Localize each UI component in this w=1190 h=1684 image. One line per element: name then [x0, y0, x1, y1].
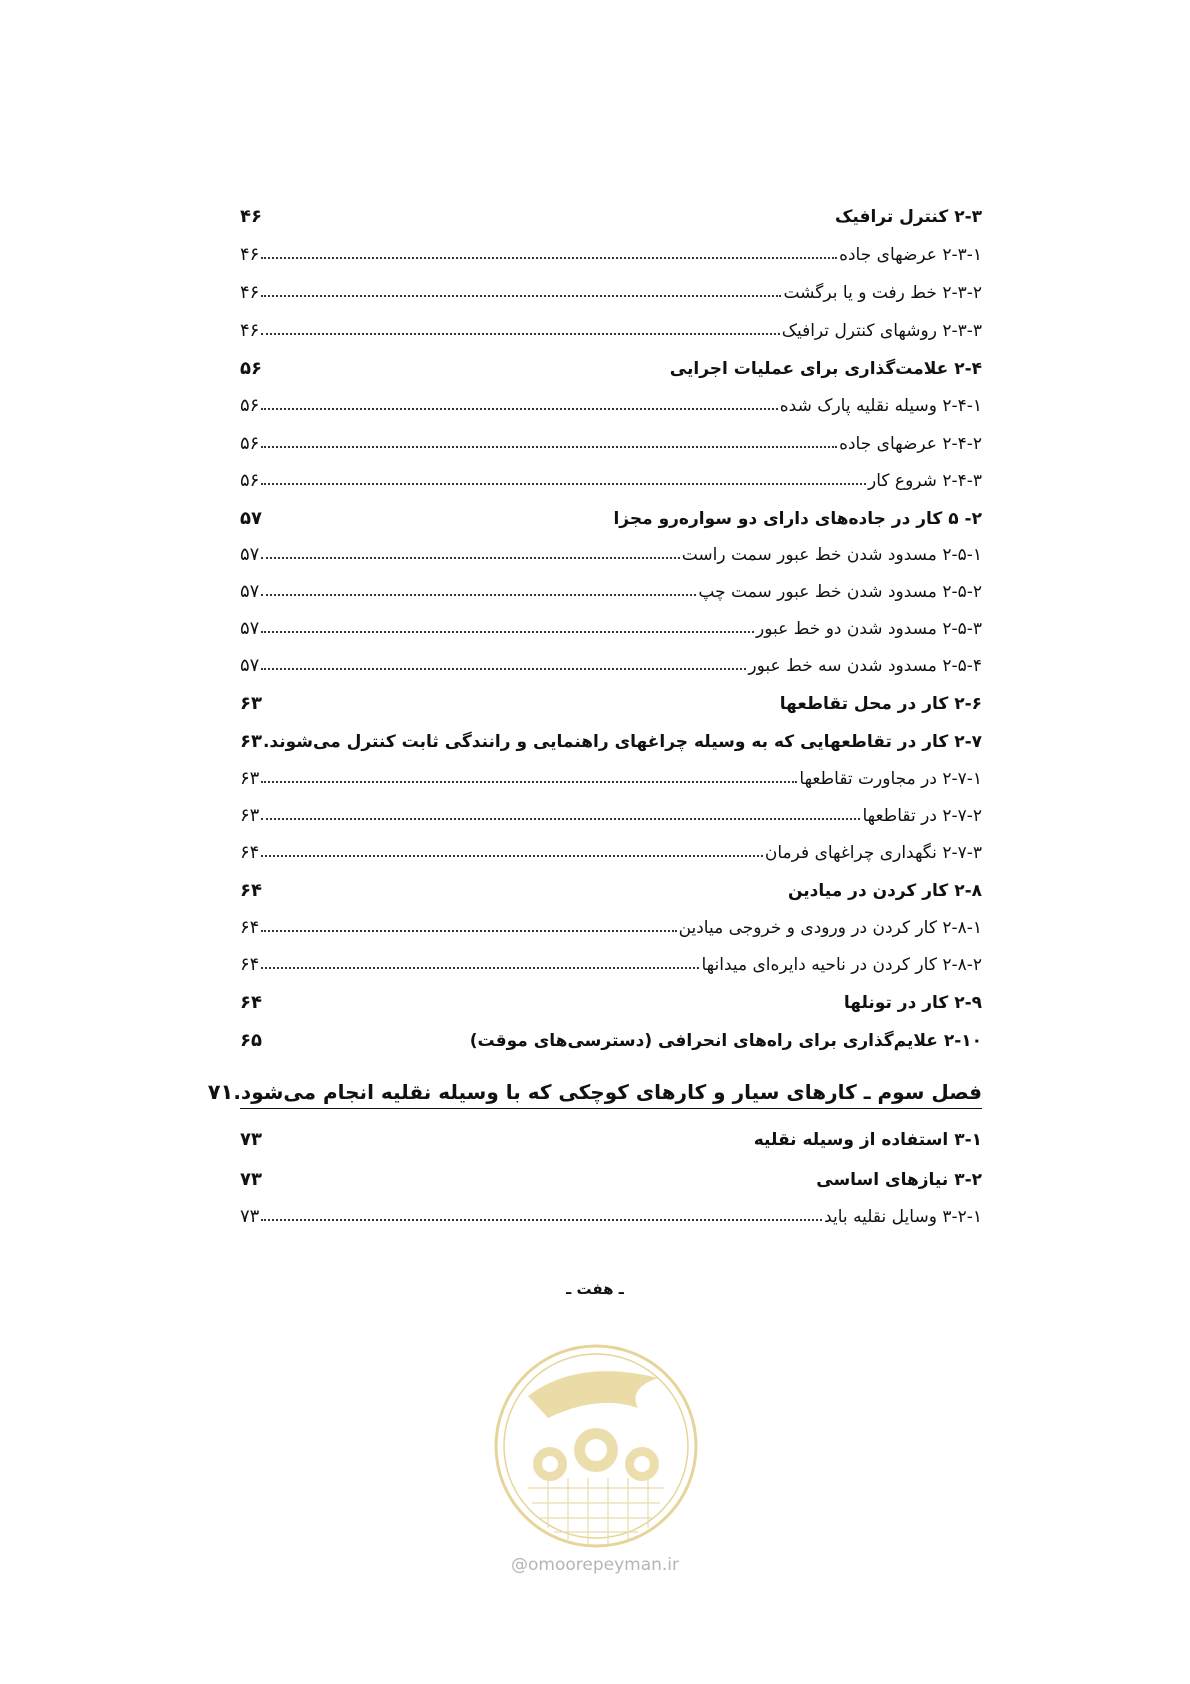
- toc-title: ۲-۵-۴ مسدود شدن سه خط عبور: [748, 656, 982, 676]
- toc-section: [240, 358, 982, 379]
- toc-title: ۲-۳ کنترل ترافیک: [834, 207, 982, 227]
- toc-page-number: ۵۷: [240, 544, 260, 565]
- toc-entry: [240, 244, 982, 265]
- toc-section: [240, 206, 982, 227]
- toc-title: ۲-۱۰ علایم‌گذاری برای راه‌های انحرافی (دسترسی‌های موقت): [469, 1031, 982, 1051]
- toc-page-number: ۶۳: [240, 805, 260, 826]
- toc-title: ۲-۸ کار کردن در میادین: [787, 881, 982, 901]
- toc-page-number: ۵۶: [240, 395, 260, 416]
- toc-title: ۲- ۵ کار در جاده‌های دارای دو سواره‌رو مجزا: [613, 509, 982, 529]
- dot-leader: [261, 593, 696, 596]
- toc-entry: [240, 618, 982, 639]
- toc-entry: [240, 282, 982, 303]
- toc-title: فصل سوم ـ کارهای سیار و کارهای کوچکی که با وسیله نقلیه انجام می‌شود.: [233, 1080, 982, 1104]
- toc-title: ۲-۵-۳ مسدود شدن دو خط عبور: [755, 619, 982, 639]
- toc-chapter: [207, 1080, 982, 1109]
- toc-title: ۲-۶ کار در محل تقاطعها: [779, 694, 982, 714]
- toc-entry: [240, 544, 982, 565]
- toc-title: ۳-۲ نیازهای اساسی: [816, 1170, 982, 1190]
- dot-leader: [261, 556, 679, 559]
- toc-title: ۲-۷-۱ در مجاورت تقاطعها: [799, 769, 982, 789]
- dot-leader: [261, 445, 837, 448]
- toc-page-number: ۵۷: [240, 655, 260, 676]
- toc-page-number: ۶۴: [240, 880, 262, 901]
- toc-page-number: ۵۷: [240, 508, 262, 529]
- toc-section: [240, 1169, 982, 1190]
- toc-section: [240, 992, 982, 1013]
- toc-title: ۲-۷ کار در تقاطعهایی که به وسیله چراغهای راهنمایی و رانندگی ثابت کنترل می‌شوند.: [262, 732, 982, 752]
- toc-section: [240, 508, 982, 529]
- toc-entry: [240, 768, 982, 789]
- toc-page-number: ۵۶: [240, 433, 260, 454]
- toc-entry: [240, 581, 982, 602]
- dot-leader: [261, 817, 860, 820]
- dot-leader: [261, 256, 837, 259]
- toc-entry: [240, 433, 982, 454]
- dot-leader: [261, 332, 779, 335]
- toc-title: ۲-۷-۲ در تقاطعها: [862, 806, 982, 826]
- dot-leader: [261, 780, 797, 783]
- toc-page-number: ۵۷: [240, 581, 260, 602]
- toc-page-number: ۷۱: [207, 1080, 234, 1104]
- toc-section: [240, 693, 982, 714]
- toc-title: ۳-۱ استفاده از وسیله نقلیه: [753, 1130, 982, 1150]
- toc-title: ۲-۳-۳ روشهای کنترل ترافیک: [781, 321, 982, 341]
- toc-page-number: ۴۶: [240, 244, 260, 265]
- toc-section: [240, 880, 982, 901]
- dot-leader: [261, 482, 866, 485]
- toc-entry: [240, 842, 982, 863]
- dot-leader: [261, 854, 763, 857]
- toc-page-number: ۷۳: [240, 1129, 262, 1150]
- toc-page-number: ۵۶: [240, 470, 260, 491]
- dot-leader: [261, 667, 746, 670]
- watermark-logo: [488, 1338, 704, 1554]
- toc-entry: [240, 395, 982, 416]
- toc-title: ۲-۵-۱ مسدود شدن خط عبور سمت راست: [681, 545, 982, 565]
- toc-entry: [240, 470, 982, 491]
- toc-page-number: ۴۶: [240, 320, 260, 341]
- toc-entry: [240, 655, 982, 676]
- toc-page-number: ۴۶: [240, 206, 262, 227]
- dot-leader: [261, 630, 754, 633]
- toc-entry: [240, 805, 982, 826]
- toc-page-number: ۶۳: [240, 693, 262, 714]
- toc-page-number: ۷۳: [240, 1206, 260, 1227]
- toc-title: ۲-۸-۱ کار کردن در ورودی و خروجی میادین: [678, 918, 982, 938]
- toc-entry: [240, 320, 982, 341]
- toc-page-number: ۴۶: [240, 282, 260, 303]
- dot-leader: [261, 294, 781, 297]
- toc-title: ۲-۴-۲ عرضهای جاده: [839, 434, 982, 454]
- toc-page-number: ۶۴: [240, 917, 260, 938]
- toc-title: ۲-۹ کار در تونلها: [843, 993, 982, 1013]
- toc-title: ۳-۲-۱ وسایل نقلیه باید: [824, 1207, 982, 1227]
- toc-title: ۲-۴-۱ وسیله نقلیه پارک شده: [779, 396, 982, 416]
- toc-title: ۲-۴ علامت‌گذاری برای عملیات اجرایی: [669, 359, 982, 379]
- dot-leader: [261, 1218, 822, 1221]
- toc-page-number: ۶۳: [240, 731, 262, 752]
- toc-page-number: ۷۳: [240, 1169, 262, 1190]
- dot-leader: [261, 407, 777, 410]
- page-number-footer: ـ هفت ـ: [566, 1280, 624, 1298]
- toc-title: ۲-۴-۳ شروع کار: [868, 471, 982, 491]
- toc-entry: [240, 917, 982, 938]
- toc-page-number: ۶۴: [240, 842, 260, 863]
- toc-entry: [240, 1206, 982, 1227]
- toc-title: ۲-۳-۱ عرضهای جاده: [839, 245, 982, 265]
- toc-title: ۲-۷-۳ نگهداری چراغهای فرمان: [764, 843, 982, 863]
- dot-leader: [261, 929, 676, 932]
- toc-entry: [240, 954, 982, 975]
- toc-title: ۲-۸-۲ کار کردن در ناحیه دایره‌ای میدانها: [701, 955, 982, 975]
- toc-section: [240, 731, 982, 752]
- watermark-url: @omoorepeyman.ir: [510, 1555, 680, 1575]
- toc-page-number: ۶۴: [240, 954, 260, 975]
- toc-page-number: ۶۵: [240, 1030, 262, 1051]
- toc-section: [240, 1129, 982, 1150]
- dot-leader: [261, 966, 699, 969]
- toc-page-number: ۶۳: [240, 768, 260, 789]
- toc-page-number: ۵۶: [240, 358, 262, 379]
- toc-page-number: ۵۷: [240, 618, 260, 639]
- toc-page-number: ۶۴: [240, 992, 262, 1013]
- toc-section: [240, 1030, 982, 1051]
- toc-title: ۲-۵-۲ مسدود شدن خط عبور سمت چپ: [698, 582, 982, 602]
- toc-title: ۲-۳-۲ خط رفت و یا برگشت: [783, 283, 982, 303]
